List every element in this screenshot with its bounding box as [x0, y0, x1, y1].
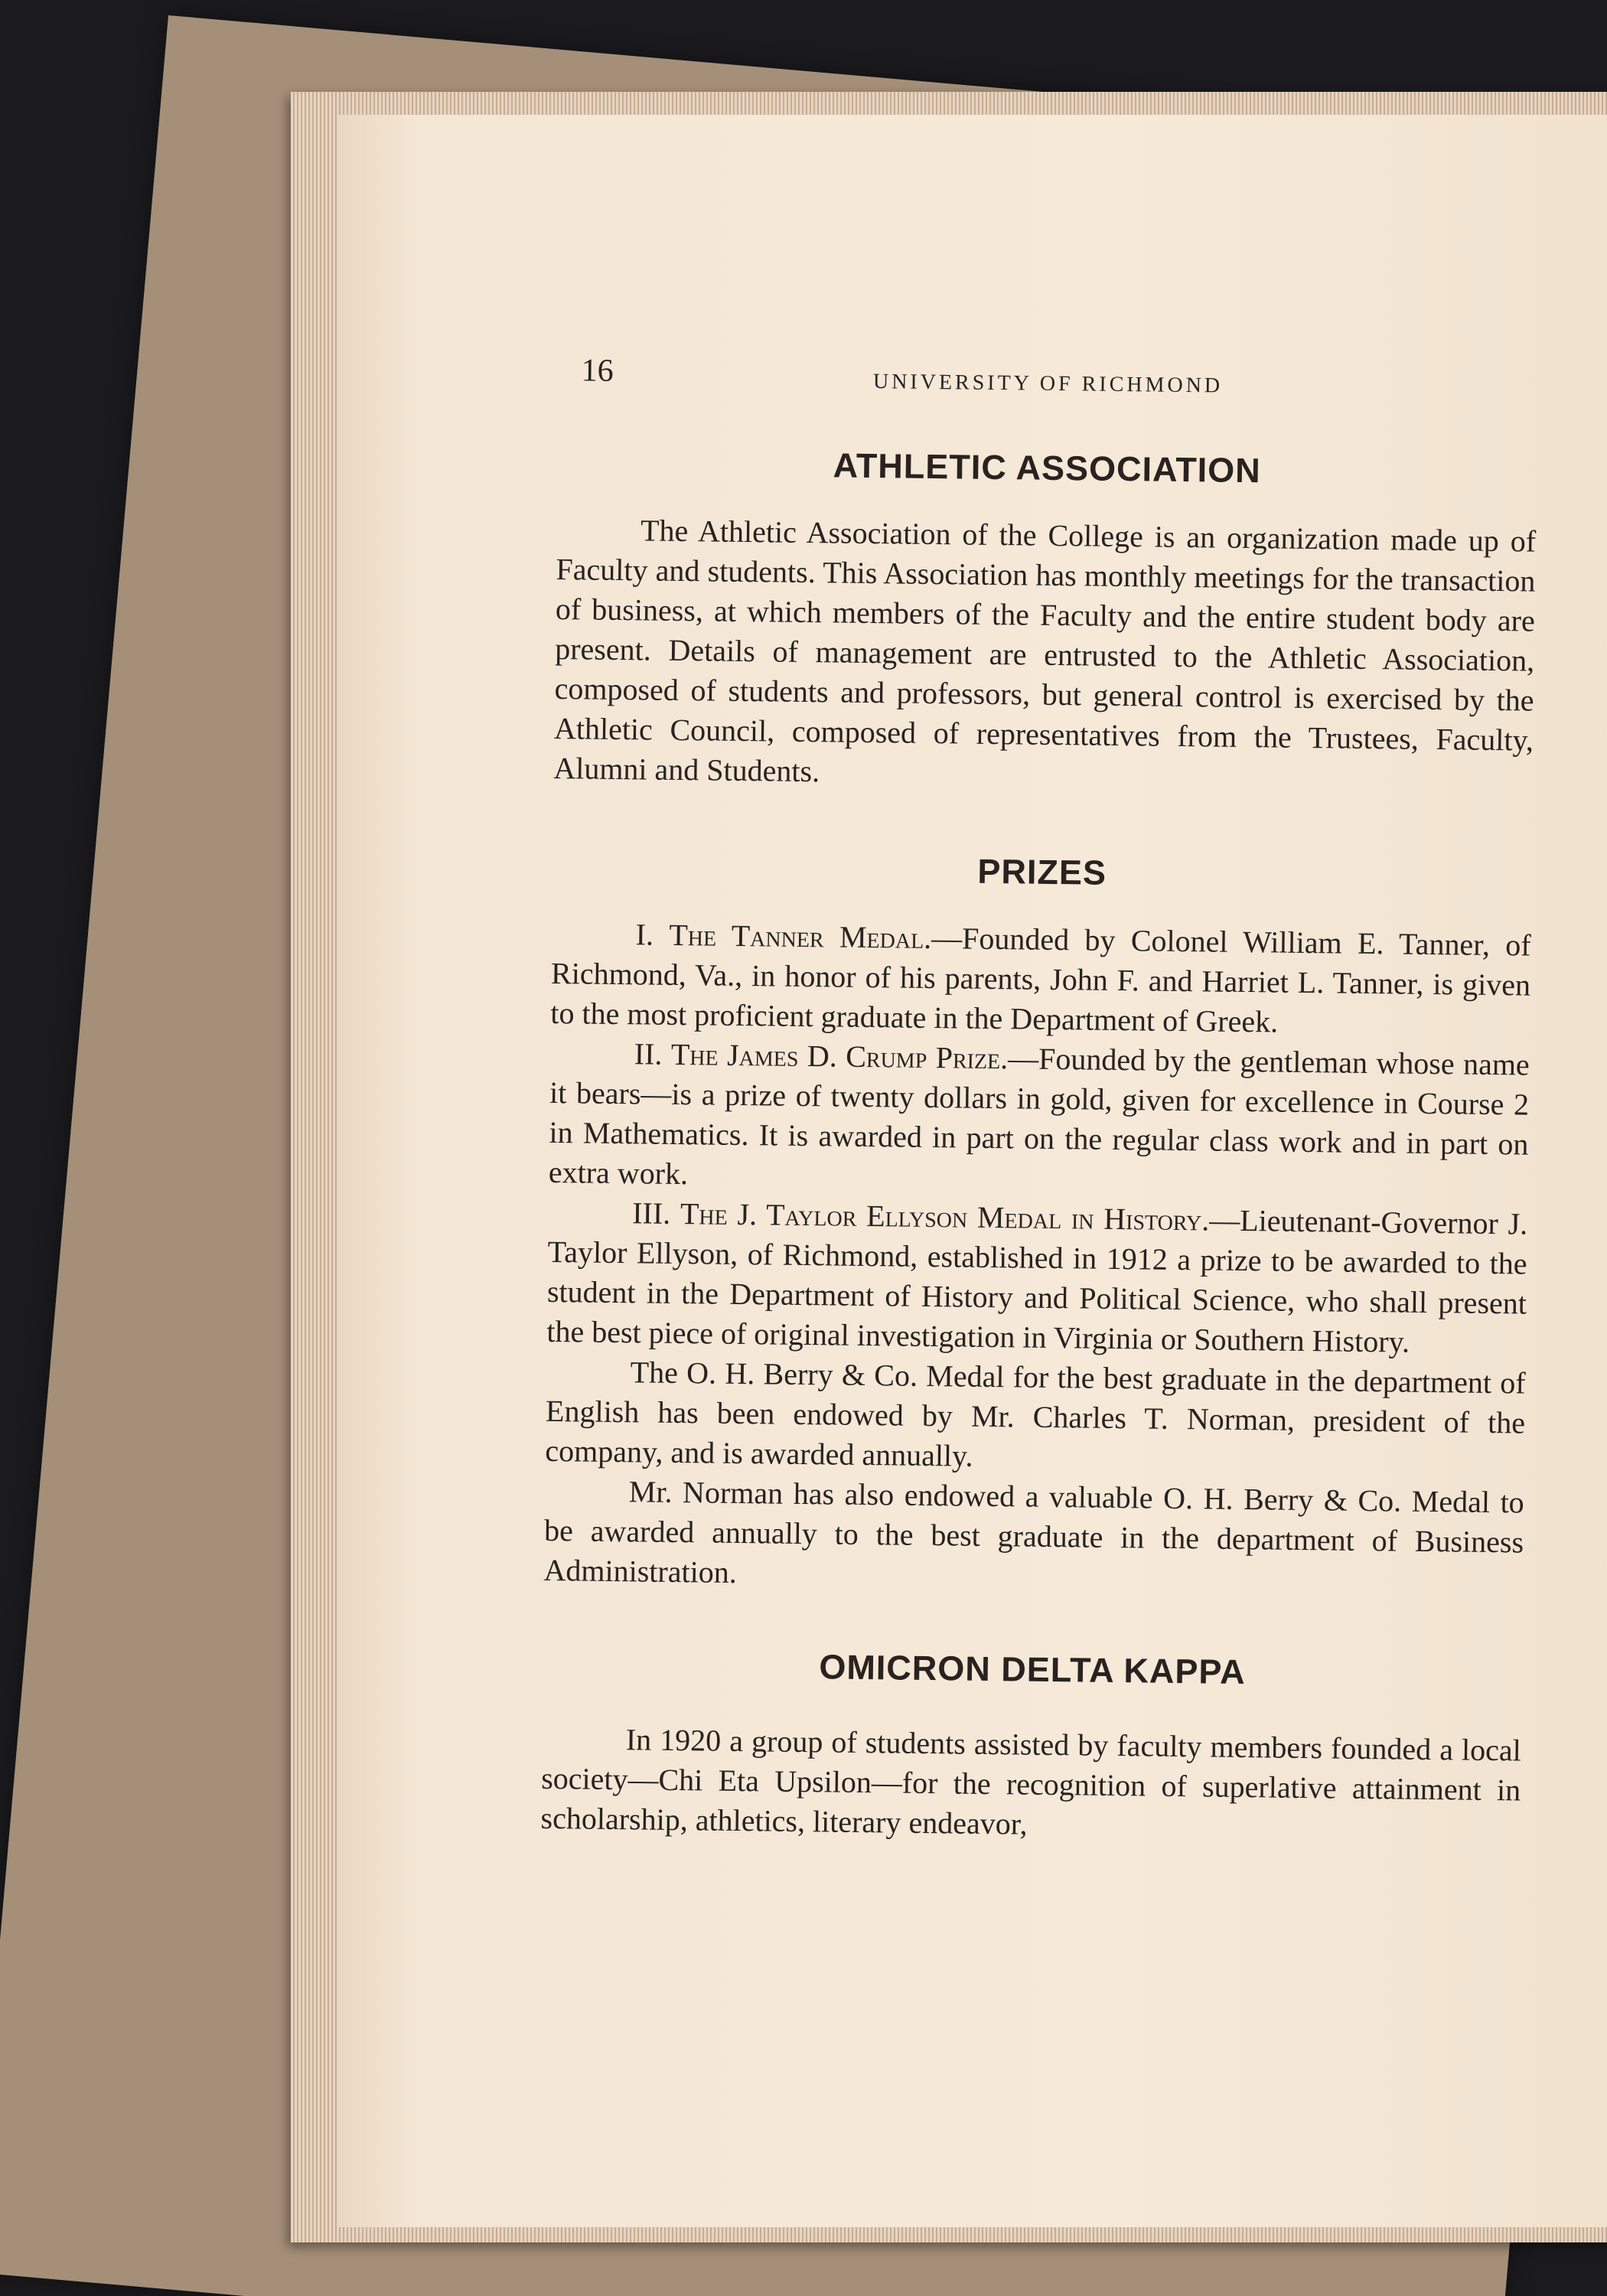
prizes-heading: PRIZES — [977, 851, 1107, 892]
prize-title: The James D. Crump Prize. — [670, 1036, 1009, 1076]
page-number: 16 — [581, 353, 614, 389]
athletic-association-paragraph: The Athletic Association of the College is an organization made up of Faculty and students. This Association has monthly meetings for the transaction of business, at which members of the Faculty and the entire student body are present. Details of management are entrusted to the Athletic Association, composed of students and professors, but general control is exercised by the Athletic Council, composed of representatives from the Trustees, Faculty, Alumni and Students. — [553, 513, 1537, 789]
prize-title: The Tanner Medal. — [669, 917, 932, 956]
prize-text: —Founded by the gentleman whose name it bears—is a prize of twenty dollars in gold, given for excellence in Course 2 in Mathematics. It is awarded in part on the regular class work and in part on extra work. — [548, 1041, 1530, 1192]
berry-business-paragraph: Mr. Norman has also endowed a valuable O. H. Berry & Co. Medal to be awarded annually to the best graduate in the department of Business Administration. — [543, 1474, 1525, 1590]
prizes-section — [543, 846, 1532, 1603]
book-page — [337, 115, 1607, 2227]
berry-english-paragraph: The O. H. Berry & Co. Medal for the best graduate in the department of English has been endowed by Mr. Charles T. Norman, president of the company, and is awarded annually. — [545, 1355, 1526, 1473]
prize-item — [549, 1033, 1530, 1205]
prize-text: —Founded by Colonel William E. Tanner, of Richmond, Va., in honor of his parents, John F. and Harriet L. Tanner, is given to the most proficient graduate in the Department of Greek. — [550, 921, 1531, 1039]
page-content — [540, 352, 1538, 1850]
athletic-association-section — [553, 442, 1537, 801]
athletic-association-heading: ATHLETIC ASSOCIATION — [833, 445, 1262, 491]
running-title: UNIVERSITY OF RICHMOND — [872, 370, 1224, 398]
omicron-delta-kappa-heading: OMICRON DELTA KAPPA — [819, 1647, 1246, 1692]
prize-numeral: II. — [634, 1036, 663, 1071]
running-head — [558, 352, 1538, 426]
prize-title: The J. Taylor Ellyson Medal in History. — [680, 1196, 1210, 1238]
prize-item — [546, 1192, 1527, 1364]
prize-text: —Lieutenant-Governor J. Taylor Ellyson, of Richmond, established in 1912 a prize to be awarded to the student in the Department of History and Political Science, who shall present the best piece of original investigation in Virginia or Southern History. — [546, 1202, 1528, 1359]
prize-numeral: I. — [635, 917, 654, 952]
prize-item — [550, 914, 1531, 1045]
omicron-delta-kappa-section — [540, 1644, 1522, 1851]
omicron-delta-kappa-paragraph: In 1920 a group of students assisted by faculty members founded a local society—Chi Eta Upsilon—for the recognition of superlative attainment in scholarship, athletics, literary endeavor, — [540, 1722, 1522, 1841]
prize-numeral: III. — [631, 1195, 671, 1231]
